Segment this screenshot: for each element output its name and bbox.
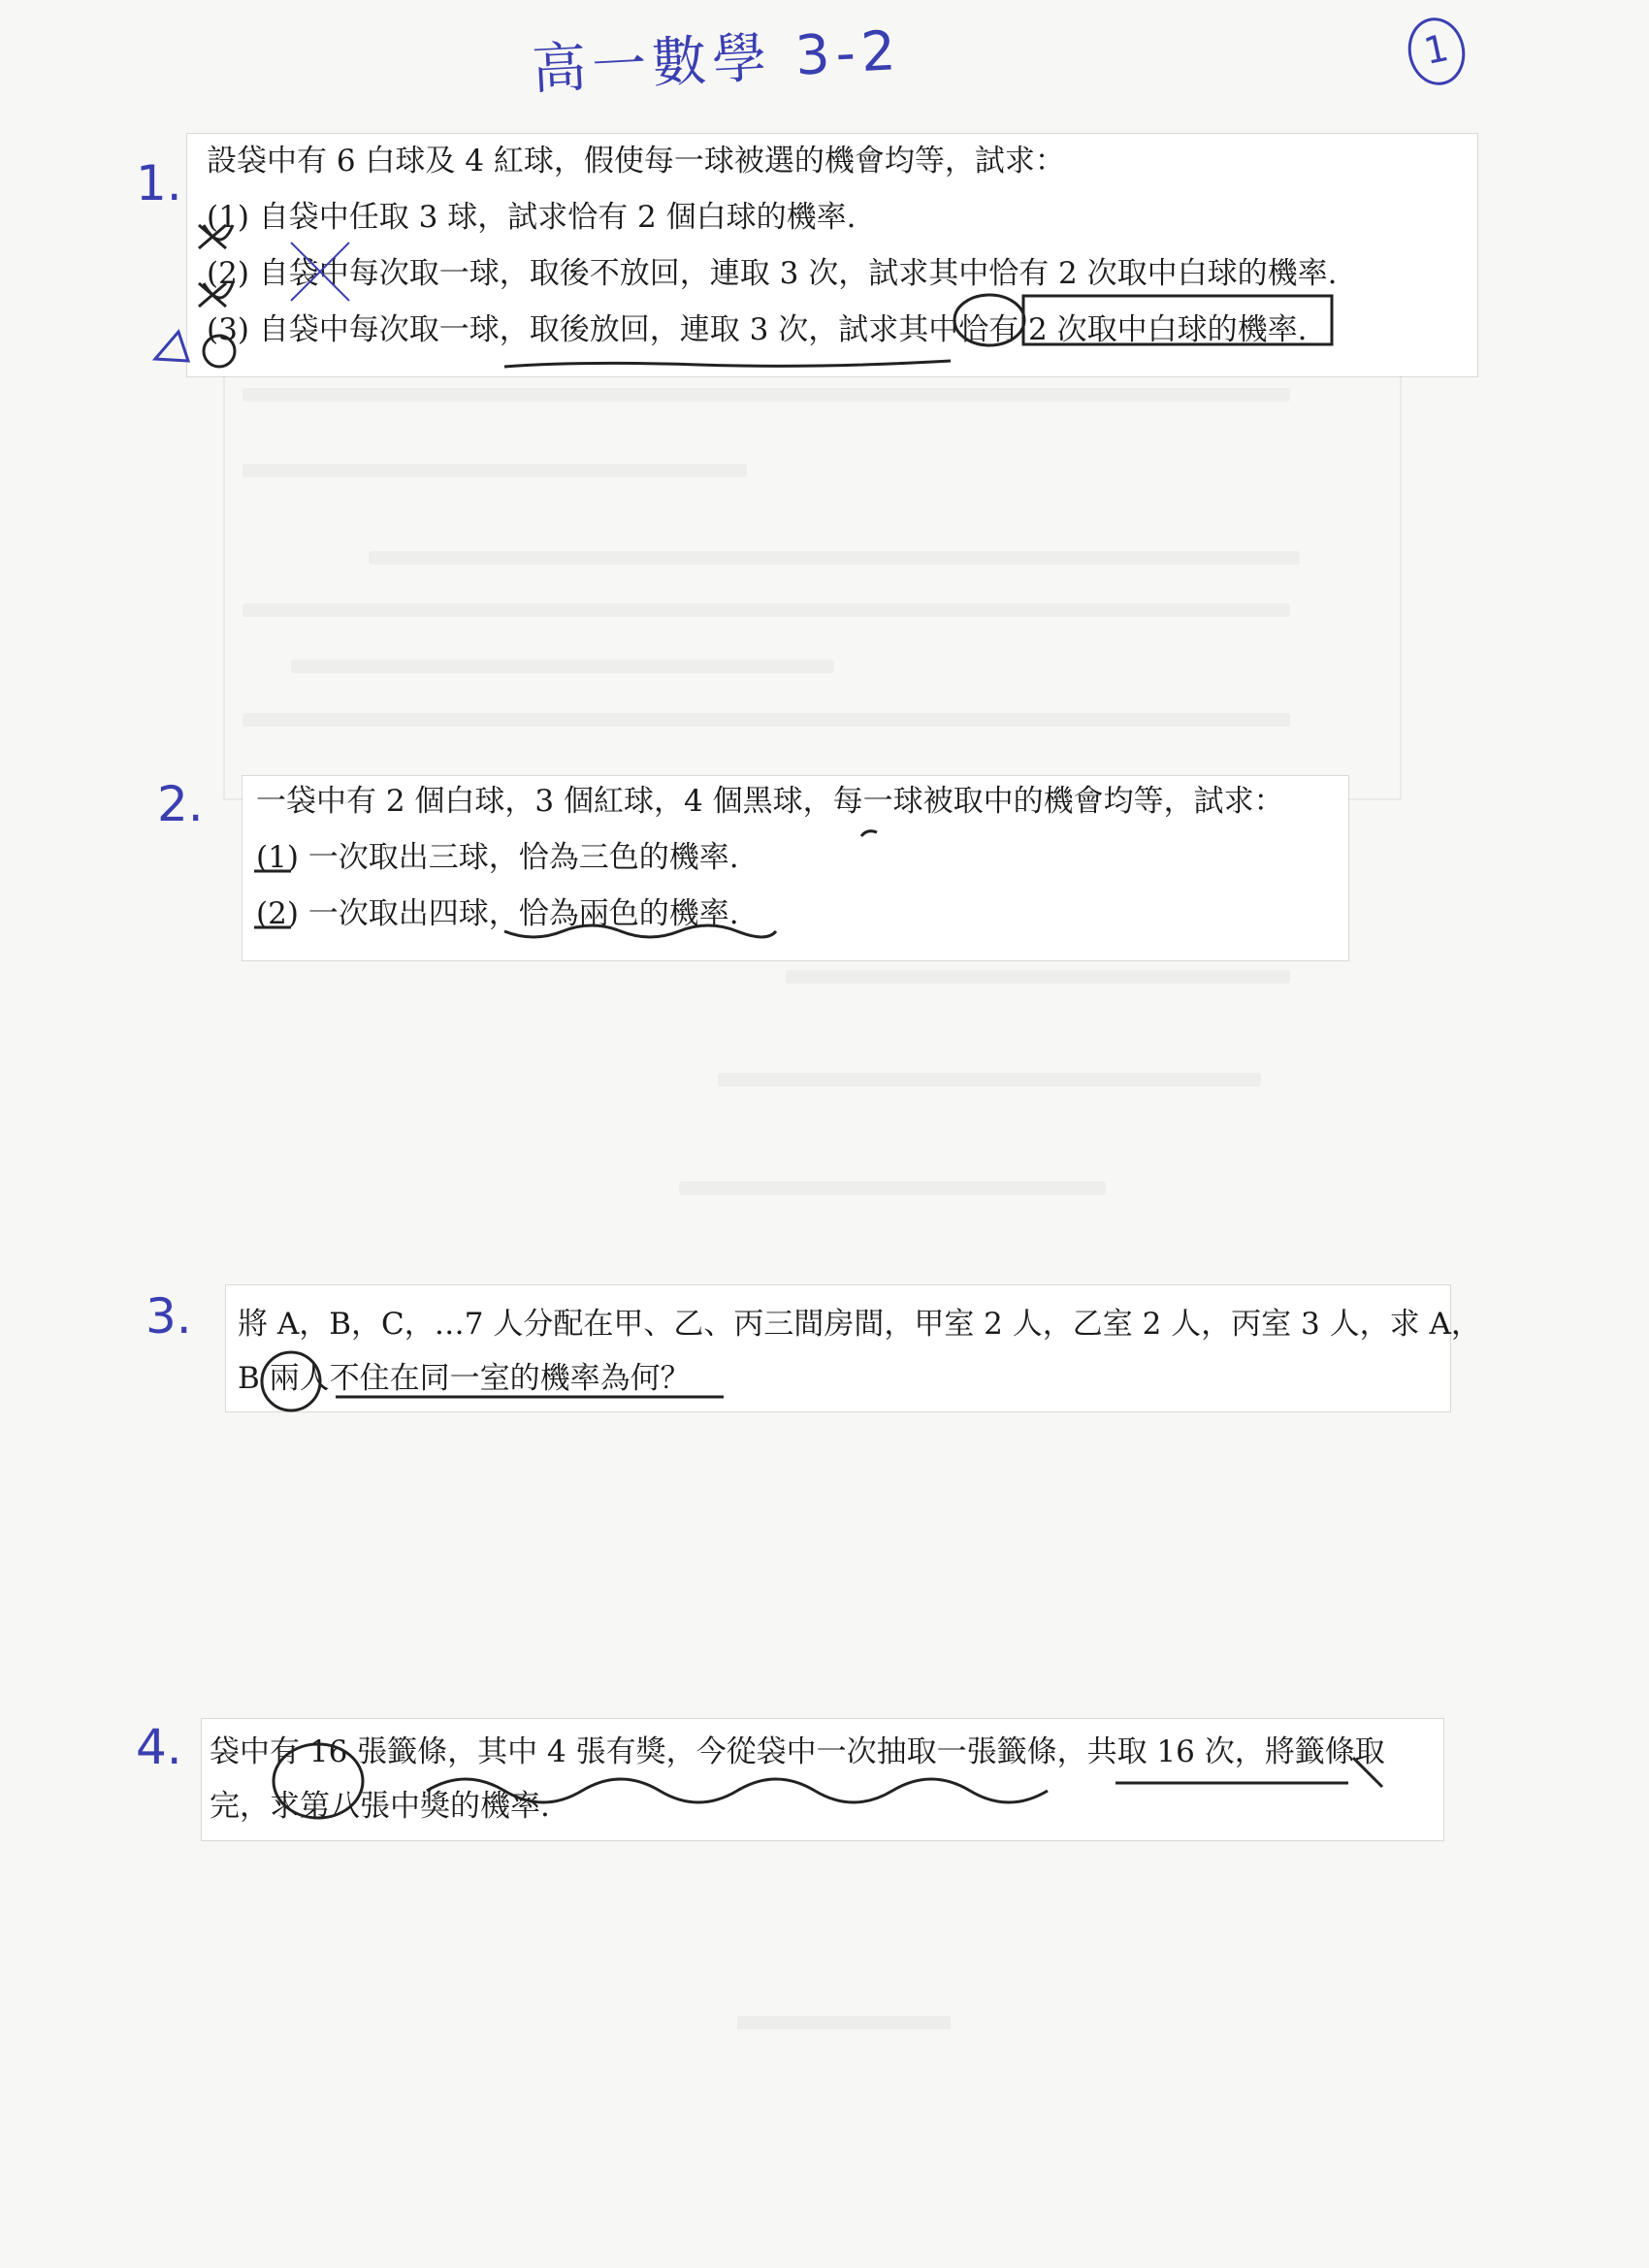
problem-1-slip: [187, 134, 1477, 376]
problem-2-part-2: (2) 一次取出四球，恰為兩色的機率.: [256, 896, 739, 931]
problem-1-stem: 設袋中有 6 白球及 4 紅球，假使每一球被選的機會均等，試求：: [207, 144, 1065, 178]
handwritten-page-number: 1: [1402, 13, 1471, 91]
problem-3-line-1: 將 A，B，C，…7 人分配在甲、乙、丙三間房間，甲室 2 人，乙室 2 人，丙室 3 人，求 A，: [238, 1307, 1481, 1342]
show-through-line: [242, 713, 1290, 727]
show-through-line: [679, 1182, 1106, 1195]
show-through-line: [369, 551, 1300, 565]
problem-3-number: 3.: [146, 1288, 192, 1345]
show-through-footer: [737, 2016, 951, 2029]
problem-2-part-1: (1) 一次取出三球，恰為三色的機率.: [256, 840, 739, 875]
show-through-line: [291, 660, 834, 673]
triangle-mark-icon: [155, 332, 188, 361]
show-through-line: [242, 464, 747, 477]
problem-4-slip: [202, 1719, 1443, 1840]
show-through-line: [242, 388, 1290, 402]
problem-2-slip: [242, 776, 1348, 960]
show-through-line: [786, 970, 1290, 984]
show-through-line: [718, 1073, 1261, 1086]
problem-2-stem: 一袋中有 2 個白球，3 個紅球，4 個黑球，每一球被取中的機會均等，試求：: [256, 784, 1284, 819]
problem-4-line-1: 袋中有 16 張籤條，其中 4 張有獎，今從袋中一次抽取一張籤條，共取 16 次，將籤條取: [210, 1734, 1385, 1769]
handwritten-title: 高一數學 3-2: [530, 19, 903, 102]
show-through-line: [242, 603, 1290, 617]
problem-4-line-2: 完，求第八張中獎的機率.: [210, 1789, 550, 1824]
problem-3-line-2: B 兩人不住在同一室的機率為何？: [238, 1361, 691, 1396]
problem-3-slip: [226, 1285, 1481, 1411]
problem-2-number: 2.: [157, 776, 204, 832]
problem-1-part-2: (2) 自袋中每次取一球，取後不放回，連取 3 次，試求其中恰有 2 次取中白球的機率.: [207, 256, 1338, 291]
problem-1-part-1: (1) 自袋中任取 3 球，試求恰有 2 個白球的機率.: [207, 200, 857, 235]
problem-1-part-3: (3) 自袋中每次取一球，取後放回，連取 3 次，試求其中恰有 2 次取中白球的機率.: [207, 312, 1308, 347]
problem-1-number: 1.: [136, 155, 182, 211]
problem-4-number: 4.: [136, 1719, 182, 1775]
